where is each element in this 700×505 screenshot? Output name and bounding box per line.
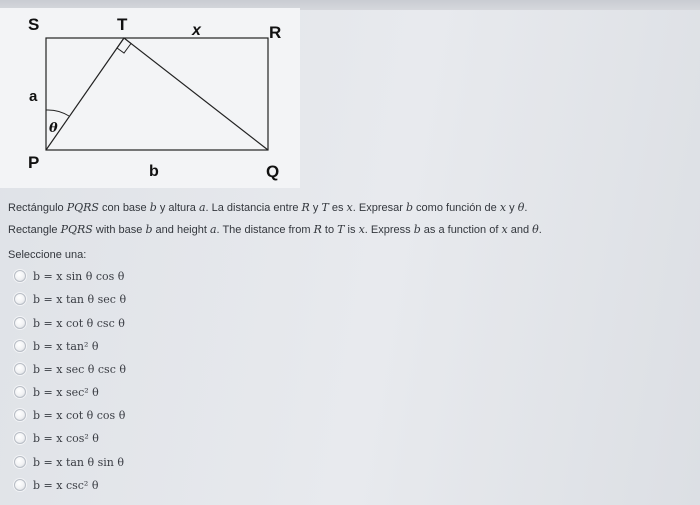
text-fragment: . Expresar — [352, 202, 406, 214]
text-fragment: with base — [92, 224, 146, 236]
text-fragment: y — [309, 202, 322, 214]
math-theta: θ — [517, 201, 525, 214]
radio-button[interactable] — [14, 317, 26, 329]
option-label: b = x sin θ cos θ — [33, 269, 125, 283]
math-b: b — [145, 223, 153, 236]
math-r: R — [313, 223, 322, 236]
answer-option-5[interactable] — [14, 360, 126, 378]
math-a: a — [198, 201, 206, 214]
text-fragment: como función de — [413, 202, 500, 214]
radio-button[interactable] — [14, 432, 26, 444]
math-pqrs: PQRS — [66, 201, 99, 214]
right-angle-mark — [117, 38, 131, 53]
answer-option-8[interactable] — [14, 429, 99, 447]
vertex-r: R — [269, 23, 282, 42]
label-a: a — [29, 88, 38, 105]
text-fragment: . — [524, 202, 528, 214]
rectangle-pqrs — [46, 38, 268, 150]
answer-option-1[interactable] — [14, 267, 124, 285]
text-fragment: as a function of — [420, 224, 502, 236]
math-pqrs: PQRS — [60, 223, 93, 236]
answer-option-3[interactable] — [14, 314, 125, 332]
vertex-t: T — [117, 15, 128, 34]
text-fragment: . Express — [364, 224, 414, 236]
option-label: b = x csc² θ — [33, 478, 99, 492]
text-fragment: to — [321, 224, 338, 236]
radio-button[interactable] — [14, 340, 26, 352]
label-b: b — [149, 163, 159, 180]
radio-button[interactable] — [14, 386, 26, 398]
radio-button[interactable] — [14, 456, 26, 468]
vertex-p: P — [28, 153, 40, 172]
radio-button[interactable] — [14, 479, 26, 491]
option-label: b = x tan² θ — [33, 339, 99, 353]
select-label: Seleccione una: — [8, 249, 87, 261]
figure-svg — [0, 8, 300, 188]
option-label: b = x sec θ csc θ — [33, 362, 126, 376]
text-fragment: . The distance from — [216, 224, 314, 236]
radio-button[interactable] — [14, 363, 26, 375]
radio-button[interactable] — [14, 270, 26, 282]
math-x: x — [501, 223, 508, 236]
math-theta: θ — [532, 223, 539, 236]
answer-option-7[interactable] — [14, 406, 125, 424]
question-text-es — [8, 201, 527, 214]
answer-option-9[interactable] — [14, 453, 124, 471]
option-label: b = x tan θ sec θ — [33, 292, 127, 306]
option-label: b = x cos² θ — [33, 431, 99, 445]
option-label: b = x cot θ csc θ — [33, 316, 125, 330]
math-t: T — [337, 223, 345, 236]
vertex-s: S — [28, 15, 40, 34]
radio-button[interactable] — [14, 293, 26, 305]
option-label: b = x cot θ cos θ — [33, 408, 126, 422]
segment-pt — [46, 38, 124, 150]
math-r: R — [301, 201, 310, 214]
question-text-en — [8, 223, 542, 236]
text-fragment: and height — [152, 224, 210, 236]
vertex-q: Q — [266, 162, 280, 181]
math-x: x — [499, 201, 507, 214]
math-b: b — [413, 223, 421, 236]
option-label: b = x sec² θ — [33, 385, 99, 399]
math-a: a — [209, 223, 217, 236]
radio-button[interactable] — [14, 409, 26, 421]
math-b: b — [149, 201, 157, 214]
text-fragment: y — [506, 202, 518, 214]
text-fragment: con base — [98, 202, 150, 214]
option-label: b = x tan θ sin θ — [33, 455, 124, 469]
segment-tq — [124, 38, 268, 150]
math-t: T — [321, 201, 329, 214]
answer-option-10[interactable] — [14, 476, 98, 494]
answer-option-6[interactable] — [14, 383, 99, 401]
text-fragment: . La distancia entre — [205, 202, 302, 214]
text-fragment: es — [328, 202, 347, 214]
theta-arc — [46, 110, 69, 116]
text-fragment: Rectangle — [8, 224, 61, 236]
text-fragment: is — [344, 224, 359, 236]
math-x: x — [346, 201, 353, 214]
text-fragment: Rectángulo — [8, 202, 67, 214]
math-b: b — [405, 201, 413, 214]
answer-option-4[interactable] — [14, 337, 99, 355]
text-fragment: . — [538, 224, 542, 236]
text-fragment: y altura — [156, 202, 199, 214]
text-fragment: and — [507, 224, 533, 236]
rectangle-figure — [0, 8, 300, 188]
answer-option-2[interactable] — [14, 290, 126, 308]
math-x: x — [358, 223, 365, 236]
label-x: x — [192, 22, 201, 39]
label-theta: θ — [49, 121, 58, 136]
